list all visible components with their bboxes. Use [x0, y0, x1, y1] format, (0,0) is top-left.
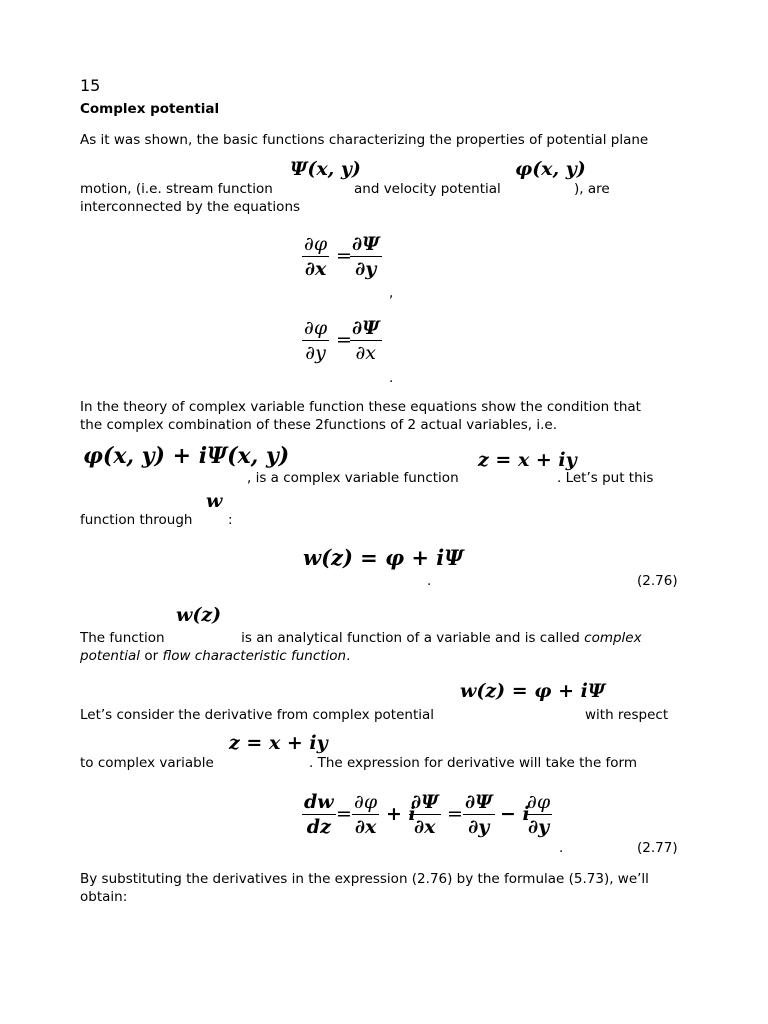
section-title: Complex potential	[80, 101, 220, 117]
numerator: ∂φ	[304, 233, 328, 255]
text-the-function: The function	[80, 630, 165, 646]
denominator: ∂x	[302, 256, 329, 281]
complex-potential-inline: w(z) = φ + iΨ	[460, 680, 606, 702]
fraction-dpsi-dy	[350, 232, 382, 281]
text-analytical-function: is an analytical function of a variable and is called	[241, 630, 580, 646]
equals-sign: =	[447, 803, 463, 825]
paragraph-4-line-1a: Let’s consider the derivative from complex potential	[80, 707, 435, 723]
paragraph-3-line-2	[80, 648, 350, 664]
numerator: dw	[304, 791, 334, 813]
denominator: ∂x	[350, 340, 382, 365]
denominator: ∂x	[352, 814, 379, 839]
fraction-dphi-dy	[302, 316, 329, 365]
complex-combination-formula: φ(x, y) + iΨ(x, y)	[83, 443, 290, 469]
velocity-potential-formula: φ(x, y)	[515, 158, 586, 180]
stream-function-formula: Ψ(x, y)	[290, 158, 361, 180]
equals-sign: =	[336, 329, 352, 351]
numerator: ∂Ψ	[352, 233, 380, 255]
equals-sign: =	[336, 803, 352, 825]
complex-variable-inline: z = x + iy	[229, 732, 328, 754]
fraction-dpsi-dy	[463, 790, 495, 839]
denominator: ∂y	[463, 814, 495, 839]
paragraph-2-line-3b: . Let’s put this	[557, 470, 654, 486]
numerator: ∂Ψ	[465, 791, 493, 813]
paragraph-5-line-2: obtain:	[80, 889, 128, 905]
paragraph-2-line-2: the complex combination of these 2functions of 2 actual variables, i.e.	[80, 417, 557, 433]
denominator: dz	[302, 814, 336, 839]
paragraph-4-line-2a: to complex variable	[80, 755, 214, 771]
w-symbol: w	[206, 490, 223, 512]
denominator: ∂y	[350, 256, 382, 281]
paragraph-2-line-4b: :	[228, 512, 233, 528]
equation-number-2-76: (2.76)	[637, 573, 678, 589]
fraction-dphi-dx	[352, 790, 379, 839]
fraction-dpsi-dx	[409, 790, 441, 839]
paragraph-5-line-1: By substituting the derivatives in the expression (2.76) by the formulae (5.73), we’ll	[80, 871, 649, 887]
numerator: ∂φ	[527, 791, 551, 813]
numerator: ∂Ψ	[352, 317, 380, 339]
text-potential: potential	[80, 648, 141, 664]
numerator: ∂φ	[304, 317, 328, 339]
fraction-dphi-dy	[525, 790, 552, 839]
paragraph-4-line-1b: with respect	[585, 707, 669, 723]
text-or: or	[144, 648, 159, 664]
equation-period: .	[427, 573, 432, 589]
wz-symbol: w(z)	[176, 604, 222, 626]
paragraph-1-line-1: As it was shown, the basic functions characterizing the properties of potential plane	[80, 132, 649, 148]
equation-period: .	[389, 370, 394, 386]
numerator: ∂φ	[354, 791, 378, 813]
fraction-dphi-dx	[302, 232, 329, 281]
page-number: 15	[80, 76, 101, 95]
fraction-dw-dz	[302, 790, 336, 839]
plus-i: + i	[386, 803, 416, 825]
paragraph-1-line-3: interconnected by the equations	[80, 199, 301, 215]
paragraph-3-line-1	[80, 630, 642, 646]
equation-number-2-77: (2.77)	[637, 840, 678, 856]
paragraph-2-line-3a: , is a complex variable function	[247, 470, 459, 486]
paragraph-1-line-2b: and velocity potential	[354, 181, 501, 197]
numerator: ∂Ψ	[411, 791, 439, 813]
complex-variable-formula: z = x + iy	[478, 449, 577, 471]
text-flow-characteristic-function: flow characteristic function	[162, 648, 347, 664]
denominator: ∂y	[302, 340, 329, 365]
paragraph-2-line-1: In the theory of complex variable function these equations show the condition that	[80, 399, 641, 415]
complex-potential-equation: w(z) = φ + iΨ	[303, 545, 464, 570]
text-period: .	[346, 648, 351, 664]
equals-sign: =	[336, 245, 352, 267]
denominator: ∂y	[525, 814, 552, 839]
paragraph-4-line-2b: . The expression for derivative will take the form	[309, 755, 638, 771]
paragraph-2-line-4a: function through	[80, 512, 193, 528]
paragraph-1-line-2a: motion, (i.e. stream function	[80, 181, 273, 197]
fraction-dpsi-dx	[350, 316, 382, 365]
minus-i: − i	[500, 803, 530, 825]
text-complex: complex	[584, 630, 642, 646]
paragraph-1-line-2c: ), are	[574, 181, 610, 197]
equation-period: .	[559, 840, 564, 856]
equation-comma: ,	[389, 285, 394, 301]
denominator: ∂x	[409, 814, 441, 839]
